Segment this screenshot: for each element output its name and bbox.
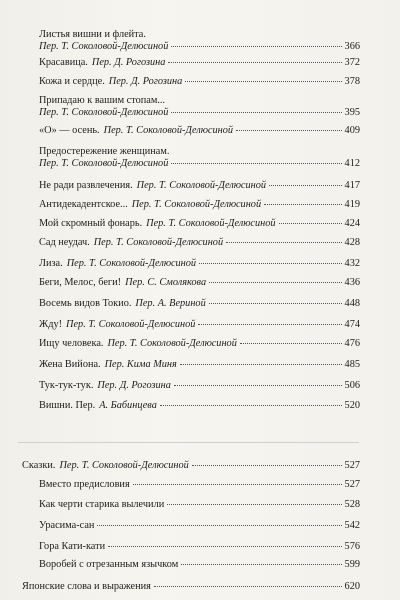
entry-title: Вместо предисловия: [39, 479, 130, 490]
leader-dots: [209, 303, 342, 304]
toc-entry: [0, 95, 400, 119]
translator: Пер. Т. Соколовой-Делюсиной: [39, 41, 169, 52]
translator: Пер. Т. Соколовой-Делюсиной: [136, 180, 267, 191]
page-number: 528: [344, 499, 360, 510]
leader-dots: [240, 343, 342, 344]
entry-title: Жду!: [39, 319, 63, 330]
toc-entry: [0, 559, 400, 571]
leader-dots: [180, 364, 342, 365]
toc-entry: [0, 460, 400, 472]
entry-title: Вишни. Пер.: [39, 400, 96, 411]
toc-entry: [0, 76, 400, 88]
toc-entry: [0, 520, 400, 532]
leader-dots: [133, 484, 342, 485]
translator: Пер. Т. Соколовой-Делюсиной: [39, 107, 169, 118]
translator: Пер. Т. Соколовой-Делюсиной: [146, 218, 276, 229]
section-divider: [18, 442, 359, 443]
leader-dots: [198, 324, 341, 325]
page-number: 474: [344, 319, 360, 330]
entry-title: Восемь видов Токио.: [39, 298, 132, 309]
leader-dots: [171, 46, 341, 47]
entry-title: Красавица.: [39, 57, 88, 68]
entry-title: Тук-тук-тук.: [39, 380, 94, 391]
translator: Пер. Т. Соколовой-Делюсиной: [66, 319, 196, 330]
entry-title: Урасима-сан: [39, 520, 95, 531]
entry-title: Припадаю к вашим стопам...: [39, 95, 166, 106]
leader-dots: [209, 282, 341, 283]
entry-title: Сад неудач.: [39, 237, 90, 248]
page-number: 520: [344, 400, 360, 411]
translator: Пер. Д. Рогозина: [108, 76, 183, 87]
entry-title: Воробей с отрезанным язычком: [39, 559, 179, 570]
entry-title: Как черти старика вылечили: [39, 499, 165, 510]
entry-title: Листья вишни и флейта.: [39, 29, 146, 40]
page-number: 378: [344, 76, 360, 87]
toc-entry: [0, 237, 400, 249]
leader-dots: [269, 185, 342, 186]
leader-dots: [167, 504, 341, 505]
toc-entry: [0, 298, 400, 310]
page-number: 417: [344, 180, 360, 191]
page-number: 506: [344, 380, 360, 391]
page-number: 366: [344, 41, 360, 52]
translator: Пер. А. Вериной: [135, 298, 206, 309]
toc-entry: [0, 319, 400, 331]
page-number: 542: [344, 520, 360, 531]
toc-entry: [0, 146, 400, 170]
toc-entry: [0, 359, 400, 371]
toc-entry: [0, 581, 400, 593]
leader-dots: [192, 465, 342, 466]
translator: Пер. Т. Соколовой-Делюсиной: [59, 460, 189, 471]
page-number: 620: [344, 581, 360, 592]
translator: Пер. Д. Рогозина: [91, 57, 166, 68]
entry-title: Жена Вийона.: [39, 359, 101, 370]
entry-title: Не ради развлечения.: [39, 180, 133, 191]
leader-dots: [171, 163, 341, 164]
toc-entry: [0, 218, 400, 230]
toc-entry: [0, 277, 400, 289]
entry-title: Беги, Мелос, беги!: [39, 277, 122, 288]
toc-entry: [0, 541, 400, 553]
page-number: 436: [344, 277, 360, 288]
entry-title: Ищу человека.: [39, 338, 104, 349]
translator: Пер. Т. Соколовой-Делюсиной: [93, 237, 224, 248]
page-number: 395: [344, 107, 360, 118]
translator: Пер. Д. Рогозина: [97, 380, 171, 391]
page-number: 412: [344, 158, 360, 169]
leader-dots: [160, 405, 342, 406]
page-number: 419: [344, 199, 360, 210]
page-number: 527: [344, 479, 360, 490]
entry-title: «О» — осень.: [39, 125, 100, 136]
toc-entry: [0, 57, 400, 69]
page-number: 372: [344, 57, 360, 68]
entry-title: Лиза.: [39, 258, 63, 269]
page-number: 527: [344, 460, 360, 471]
leader-dots: [279, 223, 342, 224]
translator: Пер. Кима Миня: [104, 359, 177, 370]
leader-dots: [108, 546, 341, 547]
page-number: 576: [344, 541, 360, 552]
entry-title: Сказки.: [22, 460, 56, 471]
toc-entry: [0, 258, 400, 270]
page-number: 448: [344, 298, 360, 309]
leader-dots: [168, 62, 341, 63]
entry-title: Гора Кати-кати: [39, 541, 106, 552]
page-number: 485: [344, 359, 360, 370]
leader-dots: [264, 204, 341, 205]
page-number: 599: [344, 559, 360, 570]
page-number: 428: [344, 237, 360, 248]
leader-dots: [226, 242, 341, 243]
translator: Пер. Т. Соколовой-Делюсиной: [103, 125, 233, 136]
leader-dots: [154, 586, 342, 587]
translator: А. Бабинцева: [99, 400, 157, 411]
page-number: 432: [344, 258, 360, 269]
leader-dots: [185, 81, 341, 82]
translator: Пер. Т. Соколовой-Делюсиной: [39, 158, 169, 169]
leader-dots: [97, 525, 341, 526]
translator: Пер. Т. Соколовой-Делюсиной: [66, 258, 197, 269]
leader-dots: [181, 564, 341, 565]
entry-title: Антидекадентское...: [39, 199, 128, 210]
leader-dots: [236, 130, 342, 131]
translator: Пер. Т. Соколовой-Делюсиной: [131, 199, 262, 210]
leader-dots: [171, 112, 341, 113]
entry-title: Кожа и сердце.: [39, 76, 105, 87]
page-number: 409: [344, 125, 360, 136]
toc-entry: [0, 180, 400, 192]
leader-dots: [199, 263, 341, 264]
toc-entry: [0, 380, 400, 392]
page-number: 476: [344, 338, 360, 349]
entry-title: Предостережение женщинам.: [39, 146, 170, 157]
toc-entry: [0, 400, 400, 412]
toc-entry: [0, 338, 400, 350]
translator: Пер. С. Смолякова: [125, 277, 207, 288]
toc-entry: [0, 499, 400, 511]
toc-entry: [0, 125, 400, 137]
leader-dots: [174, 385, 342, 386]
translator: Пер. Т. Соколовой-Делюсиной: [107, 338, 237, 349]
toc-entry: [0, 479, 400, 491]
toc-entry: [0, 199, 400, 211]
page-number: 424: [344, 218, 360, 229]
entry-title: Мой скромный фонарь.: [39, 218, 143, 229]
toc-entry: [0, 29, 400, 53]
entry-title: Японские слова и выражения: [22, 581, 151, 592]
